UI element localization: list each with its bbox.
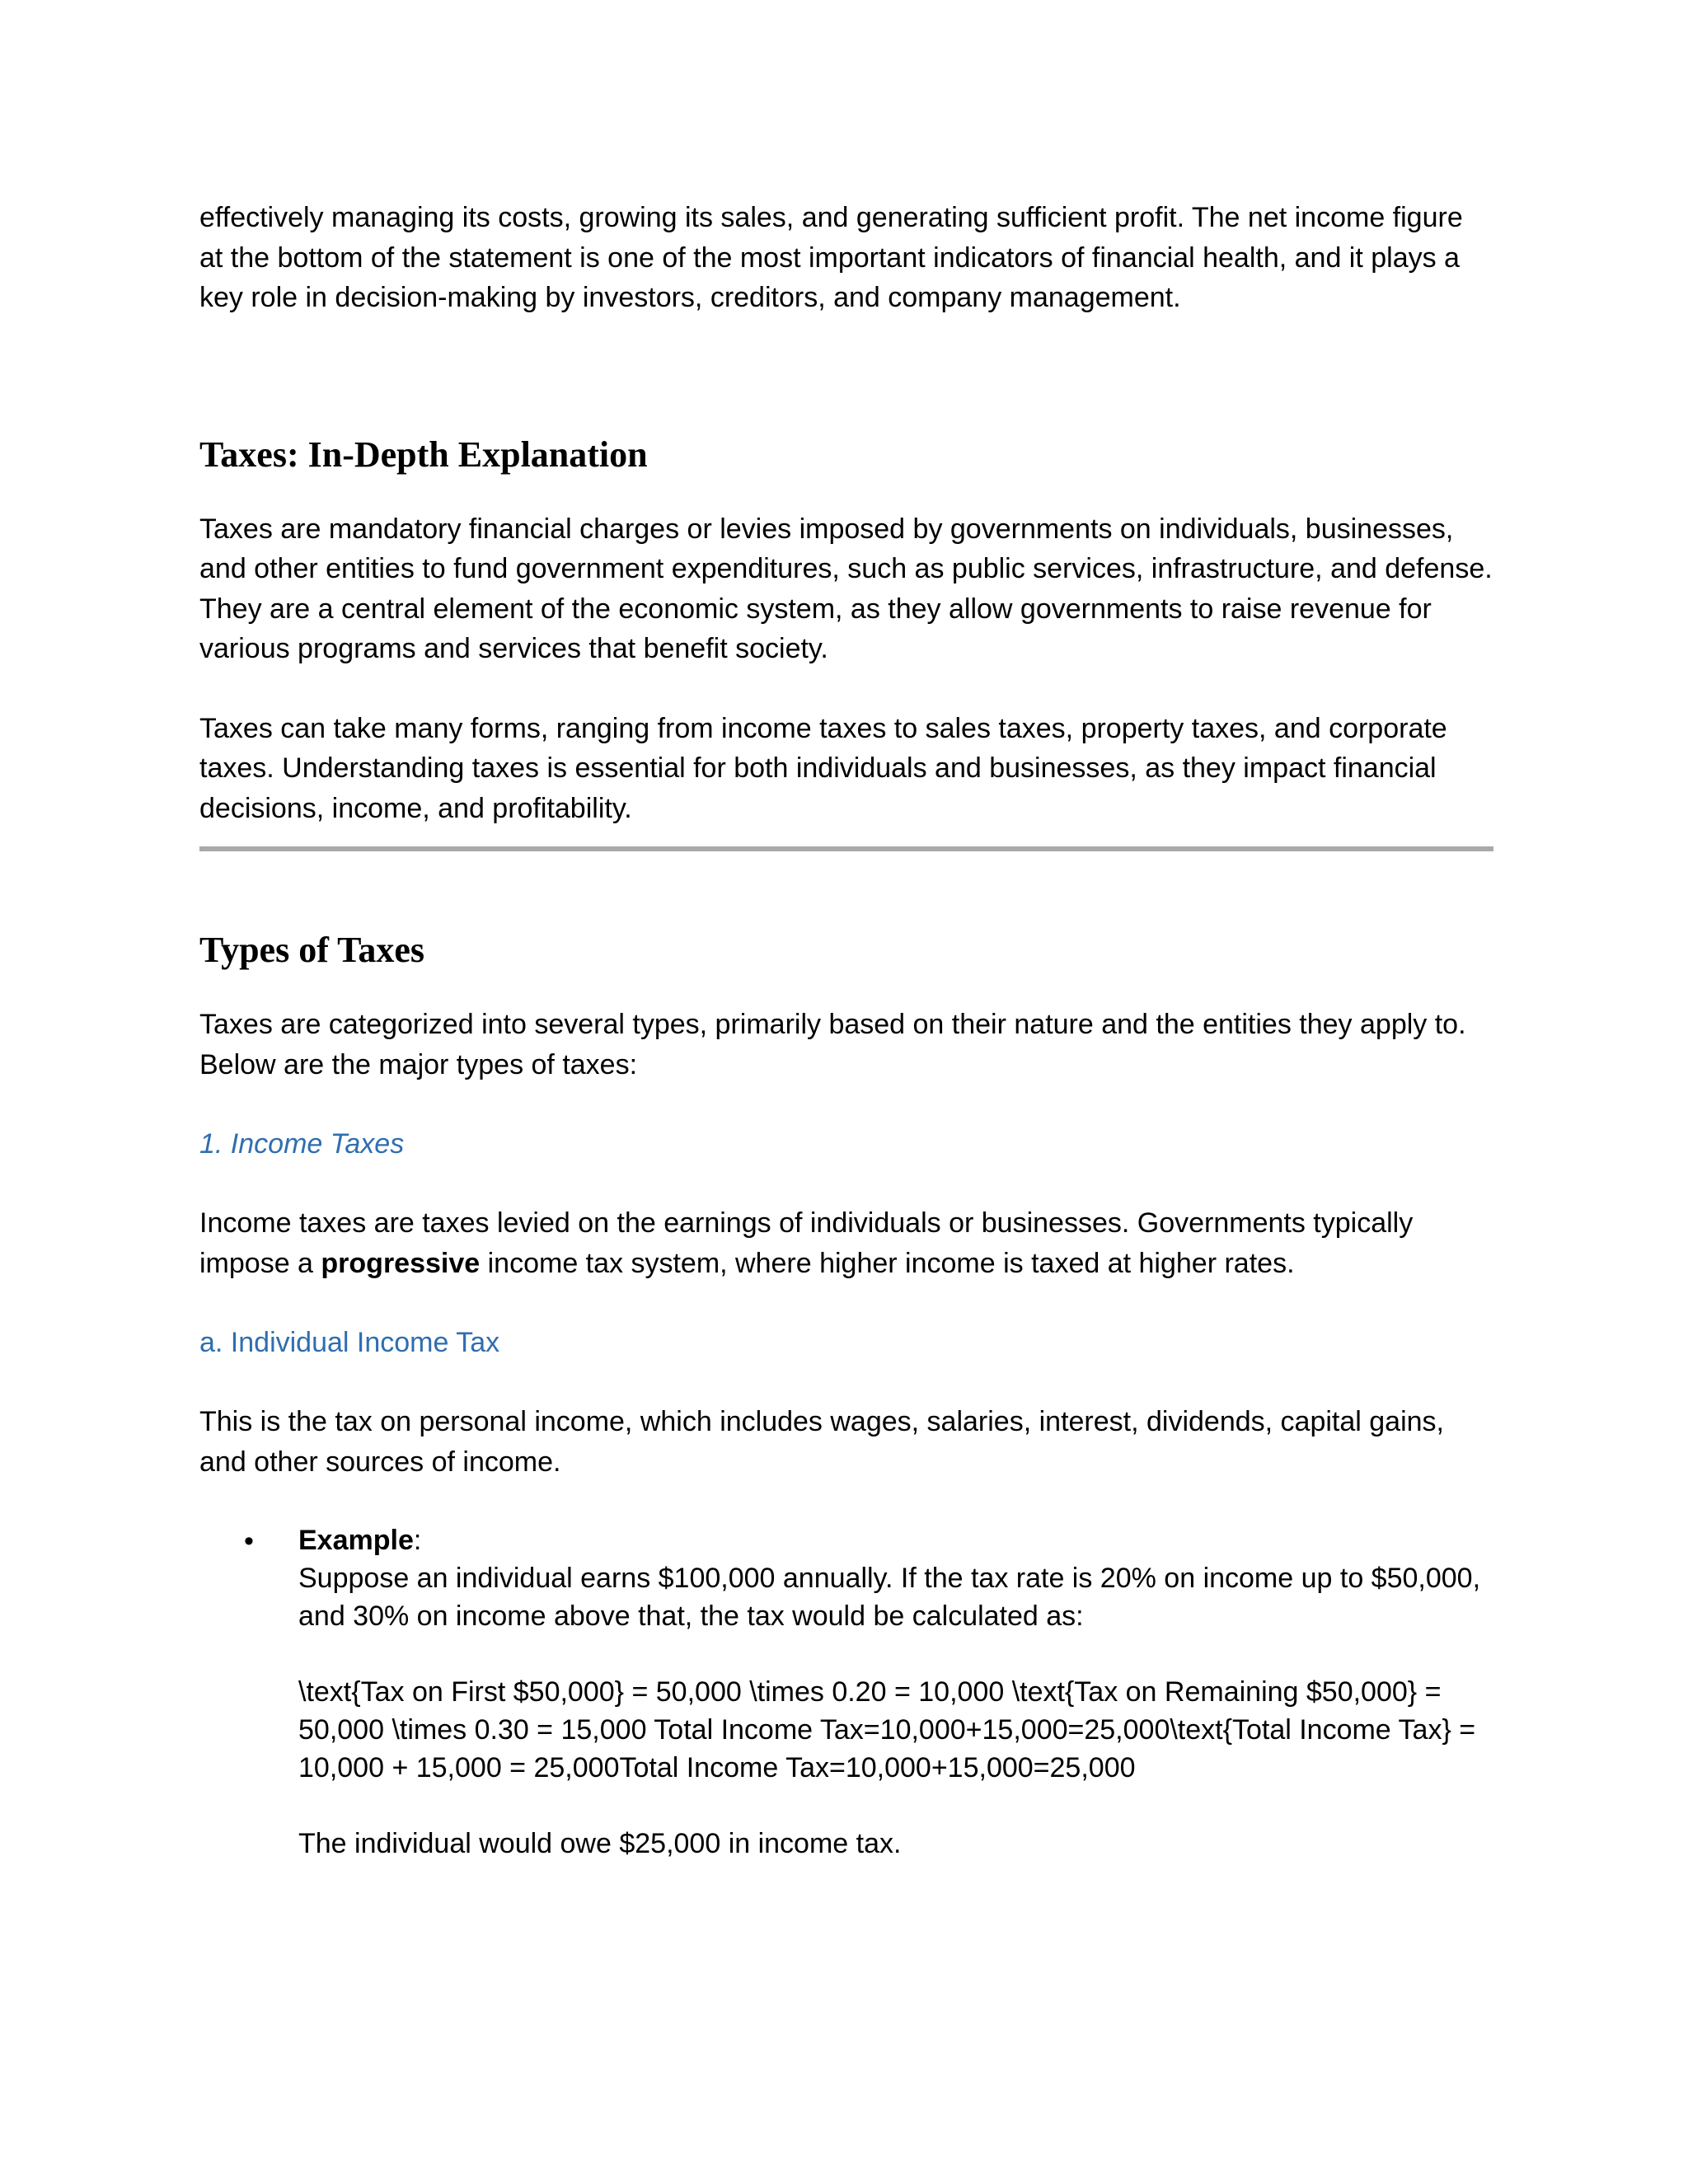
individual-income-tax-paragraph: This is the tax on personal income, which includes wages, salaries, interest, dividends, capital gains, and other sources of income. (199, 1406, 1444, 1478)
income-taxes-text-after: income tax system, where higher income is taxed at higher rates. (480, 1247, 1295, 1279)
bullet-icon: • (244, 1526, 254, 1557)
list-item (199, 1521, 1493, 1863)
document-content (199, 198, 1493, 1863)
individual-income-tax-subheading: a. Individual Income Tax (199, 1327, 500, 1358)
types-intro-paragraph: Taxes are categorized into several types, primarily based on their nature and the entities they apply to. Below are the major types of taxes: (199, 1009, 1466, 1080)
example-label: Example (298, 1525, 414, 1556)
tax-formula-text: \text{Tax on First $50,000} = 50,000 \times 0.20 = 10,000 \text{Tax on Remaining $50,000} = 50,000 \times 0.30 = 15,000 Total Income Tax=10,000+15,000=25,000\text{Total Income Tax} = 10,000 + 15,000 = 25,000Total Income Tax=10,000+15,000=25,000 (298, 1676, 1476, 1783)
example-list (199, 1521, 1493, 1863)
taxes-heading: Taxes: In-Depth Explanation (199, 434, 648, 475)
progressive-bold-text: progressive (321, 1247, 481, 1279)
taxes-paragraph-2: Taxes can take many forms, ranging from income taxes to sales taxes, property taxes, and corporate taxes. Understanding taxes is essential for both individuals and businesses, as they impact financial decisions, income, and profitability. (199, 712, 1447, 824)
taxes-paragraph-1: Taxes are mandatory financial charges or levies imposed by governments on individuals, businesses, and other entities to fund government expenditures, such as public services, infrastructure, and defense. They are a central element of the economic system, as they allow governments to raise revenue for various programs and services that benefit society. (199, 513, 1493, 664)
example-label-line (298, 1521, 1493, 1559)
example-conclusion: The individual would owe $25,000 in income tax. (298, 1828, 902, 1859)
intro-paragraph: effectively managing its costs, growing its sales, and generating sufficient profit. The net income figure at the bottom of the statement is one of the most important indicators of financial health, and it plays a key role in decision-making by investors, creditors, and company management. (199, 202, 1463, 313)
income-taxes-subheading: 1. Income Taxes (199, 1128, 405, 1160)
income-taxes-text-before: Income taxes are taxes levied on the earnings of individuals or businesses. Governments typically impose a (199, 1207, 1414, 1279)
example-text: Suppose an individual earns $100,000 annually. If the tax rate is 20% on income up to $50,000, and 30% on income above that, the tax would be calculated as: (298, 1563, 1481, 1632)
income-taxes-paragraph (199, 1203, 1493, 1283)
example-body (298, 1521, 1493, 1863)
section-divider (199, 846, 1493, 851)
example-colon: : (413, 1525, 422, 1556)
types-heading: Types of Taxes (199, 930, 425, 970)
